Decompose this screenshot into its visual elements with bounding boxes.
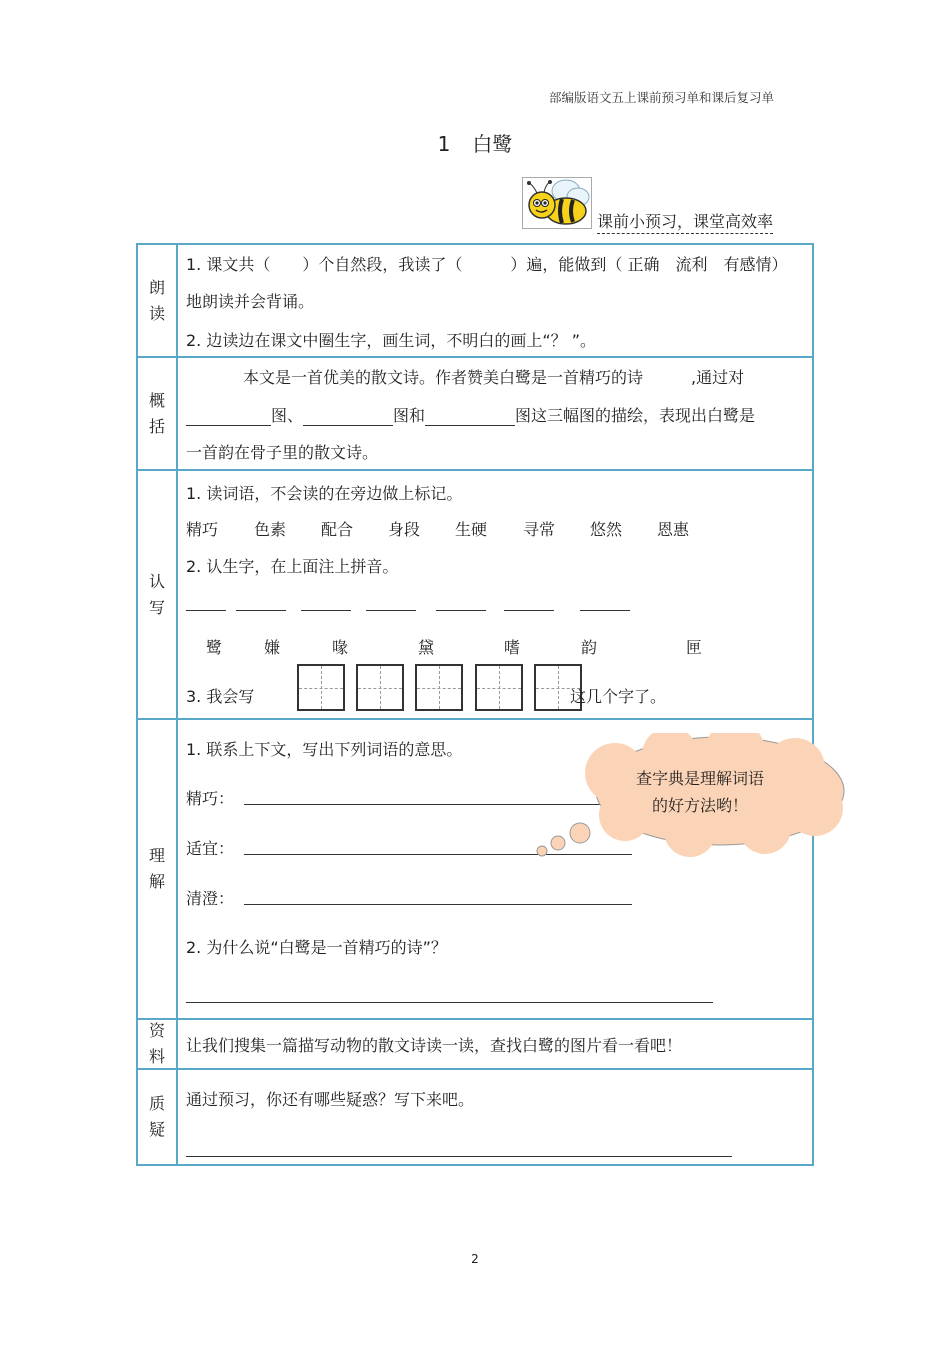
question-text: 通过预习，你还有哪些疑惑？写下来吧。 — [186, 1090, 475, 1109]
word: 色素 — [254, 520, 287, 539]
page-number: 2 — [471, 1252, 479, 1266]
new-char: 嗜 — [504, 638, 521, 657]
word: 精巧 — [186, 520, 219, 539]
preview-table — [136, 243, 814, 1166]
word: 恩惠 — [657, 520, 690, 539]
pinyin-blank[interactable] — [366, 609, 416, 611]
writing-grid-box[interactable] — [415, 664, 463, 711]
cloud-tip — [600, 765, 800, 819]
summary-line-2: 图、 图和 图这三幅图的描绘，表现出白鹭是 — [186, 403, 755, 426]
word: 悠然 — [590, 520, 623, 539]
summary-line-1: 本文是一首优美的散文诗。作者赞美白鹭是一首精巧的诗 ,通过对 — [243, 368, 745, 387]
write-item-3-prefix: 3. 我会写 — [186, 687, 255, 706]
new-char: 鹭 — [206, 638, 223, 657]
summary-line-3: 一首韵在骨子里的散文诗。 — [186, 443, 379, 462]
section-question — [138, 1070, 812, 1164]
word: 身段 — [388, 520, 421, 539]
word: 生硬 — [455, 520, 488, 539]
cloud-tip-line: 查字典是理解词语 — [635, 769, 764, 788]
pinyin-blank[interactable] — [580, 609, 630, 611]
answer-line[interactable] — [186, 1155, 732, 1157]
bee-icon — [522, 177, 592, 229]
section-label: 认 写 — [138, 471, 178, 718]
write-item-2: 2. 认生字，在上面注上拼音。 — [186, 557, 399, 576]
fill-blank[interactable] — [186, 406, 271, 426]
new-char: 黛 — [418, 638, 435, 657]
writing-grid-box[interactable] — [475, 664, 523, 711]
lesson-number: 1 — [437, 132, 451, 156]
lesson-name: 白鹭 — [472, 132, 513, 156]
writing-grid-box[interactable] — [356, 664, 404, 711]
section-material — [138, 1020, 812, 1070]
section-label: 朗 读 — [138, 245, 178, 356]
read-item-1a: 1. 课文共（ ）个自然段，我读了（ ）遍，能做到（ 正确 流利 有感情） — [186, 255, 788, 274]
new-char: 喙 — [332, 638, 349, 657]
answer-line[interactable] — [244, 903, 632, 905]
cloud-tip-line: 的好方法哟！ — [651, 796, 748, 815]
answer-line[interactable] — [186, 1001, 713, 1003]
new-char: 嫌 — [264, 638, 281, 657]
header-note: 部编版语文五上课前预习单和课后复习单 — [549, 90, 775, 105]
understand-item-1: 1. 联系上下文，写出下列词语的意思。 — [186, 740, 463, 759]
fill-blank[interactable] — [425, 406, 515, 426]
pinyin-blank[interactable] — [504, 609, 554, 611]
section-write — [138, 471, 812, 720]
pinyin-blank[interactable] — [236, 609, 286, 611]
read-item-2: 2. 边读边在课文中圈生字，画生词，不明白的画上“？ ”。 — [186, 331, 597, 350]
pinyin-blank[interactable] — [436, 609, 486, 611]
lesson-title — [0, 128, 950, 157]
term-label: 精巧： — [186, 789, 235, 808]
slogan: 课前小预习，课堂高效率 — [597, 209, 773, 234]
write-item-3-suffix: 这几个字了。 — [570, 687, 667, 706]
pinyin-blank[interactable] — [186, 609, 226, 611]
write-item-1: 1. 读词语，不会读的在旁边做上标记。 — [186, 484, 463, 503]
word: 配合 — [321, 520, 354, 539]
term-label: 清澄： — [186, 889, 235, 908]
new-char: 韵 — [581, 638, 598, 657]
pinyin-blank[interactable] — [301, 609, 351, 611]
understand-item-2: 2. 为什么说“白鹭是一首精巧的诗”？ — [186, 938, 447, 957]
section-label: 理 解 — [138, 720, 178, 1018]
fill-blank[interactable] — [303, 406, 393, 426]
new-char: 匣 — [686, 638, 703, 657]
section-label: 概 括 — [138, 358, 178, 469]
section-read — [138, 245, 812, 358]
writing-grid-box[interactable] — [297, 664, 345, 711]
section-label: 质 疑 — [138, 1070, 178, 1164]
section-summary — [138, 358, 812, 471]
section-label: 资 料 — [138, 1020, 178, 1068]
word: 寻常 — [523, 520, 556, 539]
term-label: 适宜： — [186, 839, 235, 858]
read-item-1b: 地朗读并会背诵。 — [186, 292, 315, 311]
material-text: 让我们搜集一篇描写动物的散文诗读一读，查找白鹭的图片看一看吧！ — [186, 1036, 683, 1055]
